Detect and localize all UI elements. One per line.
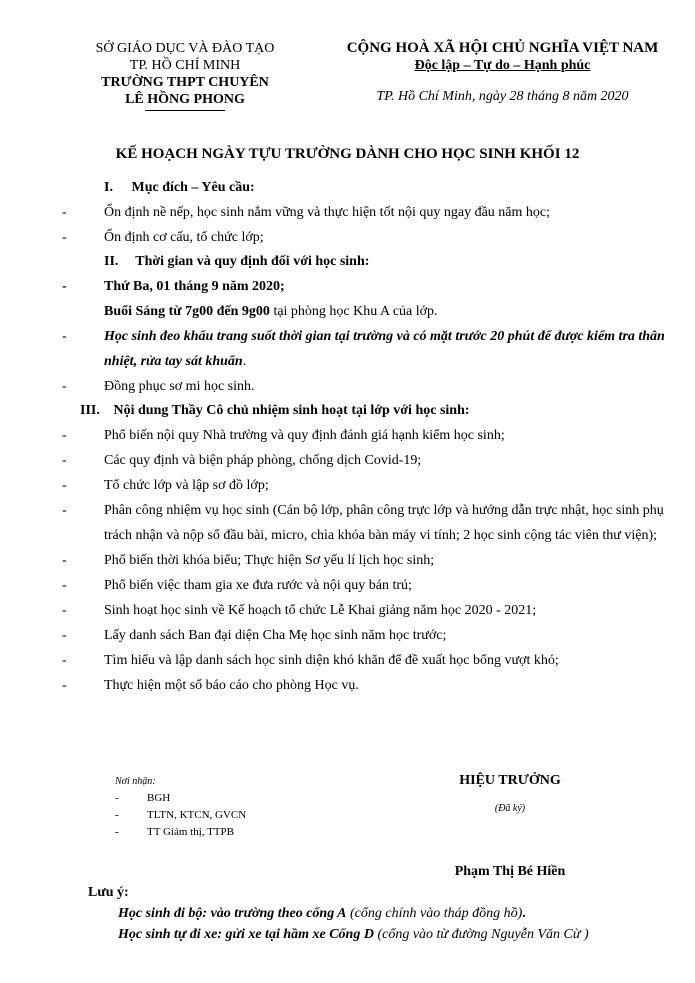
event-session: [62, 299, 672, 324]
bullet-dash: -: [115, 809, 119, 821]
list-item: [62, 673, 672, 698]
section-2-heading: [62, 250, 672, 274]
list-item: [62, 623, 672, 648]
bullet-dash: -: [62, 578, 67, 593]
list-item-text: Phân công nhiệm vụ học sinh (Cán bộ lớp, phân công trực lớp và hướng dẫn trực nhật, học sinh phụ trách nhận và nộp sổ đầu bài, micro, chìa khóa bàn máy vi tính; 2 học sinh cộng tác viên thư viện);: [104, 503, 664, 543]
list-item: [62, 648, 672, 673]
uniform-rule: [62, 374, 672, 399]
section-3-title: Nội dung Thầy Cô chủ nhiệm sinh hoạt tại lớp với học sinh:: [113, 403, 470, 418]
mask-rule-text: Học sinh đeo khẩu trang suốt thời gian tại trường và có mặt trước 20 phút để được kiểm tra thân nhiệt, rửa tay sát khuẩn: [104, 329, 665, 369]
list-item-text: Thực hiện một số báo cáo cho phòng Học vụ.: [104, 678, 359, 693]
recipient-text: TT Giám thị, TTPB: [147, 826, 234, 838]
city-name: TP. HỒ CHÍ MINH: [129, 58, 241, 73]
section-1-heading: [62, 176, 672, 200]
issuer-divider: [145, 110, 225, 111]
bullet-dash: -: [62, 230, 67, 245]
list-item: [62, 200, 672, 225]
list-item-text: Sinh hoạt học sinh về Kế hoạch tổ chức Lễ Khai giảng năm học 2020 - 2021;: [104, 603, 537, 618]
section-3-heading: [62, 399, 672, 423]
bullet-dash: -: [62, 279, 67, 294]
list-item: [62, 448, 672, 473]
national-header: [330, 40, 675, 105]
recipient-item: [115, 790, 315, 807]
signature-block: [430, 773, 590, 880]
list-item-text: Phổ biến thời khóa biểu; Thực hiện Sơ yếu lí lịch học sinh;: [104, 553, 435, 568]
section-3-number: III.: [80, 403, 100, 418]
note-block: [88, 882, 678, 945]
uniform-rule-text: Đồng phục sơ mi học sinh.: [104, 379, 255, 394]
list-item-text: Phổ biến nội quy Nhà trường và quy định đánh giá hạnh kiểm học sinh;: [104, 428, 505, 443]
list-item: [62, 423, 672, 448]
list-item: [62, 498, 672, 548]
nation-name: CỘNG HOÀ XÃ HỘI CHỦ NGHĨA VIỆT NAM: [346, 40, 659, 56]
event-date-text: Thứ Ba, 01 tháng 9 năm 2020;: [104, 279, 285, 294]
note-label: Lưu ý:: [88, 885, 129, 900]
bullet-dash: -: [62, 205, 67, 220]
section-2-number: II.: [104, 254, 119, 269]
bullet-dash: -: [62, 379, 67, 394]
session-place: tại phòng học Khu A của lớp.: [269, 304, 438, 319]
list-item-text: Ổn định cơ cấu, tổ chức lớp;: [104, 230, 264, 245]
list-item-text: Lấy danh sách Ban đại diện Cha Mẹ học sinh năm học trước;: [104, 628, 447, 643]
national-motto: Độc lập – Tự do – Hạnh phúc: [414, 58, 591, 73]
list-item: [62, 598, 672, 623]
note-walk-end: .: [522, 906, 526, 921]
list-item: [62, 473, 672, 498]
bullet-dash: -: [62, 653, 67, 668]
bullet-dash: -: [62, 428, 67, 443]
session-time: Buổi Sáng từ 7g00 đến 9g00: [104, 304, 270, 319]
bullet-dash: -: [62, 553, 67, 568]
signed-mark: (Đã ký): [494, 803, 526, 814]
bullet-dash: -: [62, 329, 67, 344]
bullet-dash: -: [115, 792, 119, 804]
list-item: [62, 573, 672, 598]
list-item: [62, 225, 672, 250]
issue-date: TP. Hồ Chí Minh, ngày 28 tháng 8 năm 2020: [376, 89, 629, 104]
list-item-text: Tổ chức lớp và lập sơ đồ lớp;: [104, 478, 269, 493]
bullet-dash: -: [62, 628, 67, 643]
document-body: [62, 176, 672, 698]
recipients-block: [115, 773, 315, 841]
note-walk-rest: (cổng chính vào tháp đồng hồ): [346, 906, 523, 921]
bullet-dash: -: [62, 478, 67, 493]
recipients-label: Nơi nhận:: [115, 776, 156, 787]
school-name-line1: TRƯỜNG THPT CHUYÊN: [101, 75, 269, 90]
section-1-number: I.: [104, 180, 113, 195]
signer-name: Phạm Thị Bé Hiền: [454, 864, 566, 879]
bullet-dash: -: [62, 603, 67, 618]
list-item-text: Phổ biến việc tham gia xe đưa rước và nội quy bán trú;: [104, 578, 412, 593]
document-title: KẾ HOẠCH NGÀY TỰU TRƯỜNG DÀNH CHO HỌC SINH KHỐI 12: [115, 146, 580, 162]
section-2-title: Thời gian và quy định đối với học sinh:: [135, 254, 370, 269]
recipient-text: BGH: [147, 792, 171, 804]
bullet-dash: -: [62, 678, 67, 693]
agency-name: SỞ GIÁO DỤC VÀ ĐÀO TẠO: [95, 41, 275, 56]
recipient-item: [115, 807, 315, 824]
bullet-dash: -: [62, 503, 67, 518]
recipient-item: [115, 824, 315, 841]
note-walk-bold: Học sinh đi bộ: vào trường theo cổng A: [118, 906, 347, 921]
recipient-text: TLTN, KTCN, GVCN: [147, 809, 247, 821]
note-line-walk: [88, 903, 678, 924]
list-item-text: Tìm hiểu và lập danh sách học sinh diện khó khăn để đề xuất học bổng vượt khó;: [104, 653, 559, 668]
mask-rule-end: .: [242, 354, 247, 369]
section-1-title: Mục đích – Yêu cầu:: [131, 180, 255, 195]
note-vehicle-rest: (cổng vào từ đường Nguyễn Văn Cừ ): [373, 927, 589, 942]
mask-rule: [62, 324, 672, 374]
bullet-dash: -: [115, 826, 119, 838]
list-item-text: Các quy định và biện pháp phòng, chống dịch Covid-19;: [104, 453, 422, 468]
section-3-list: [62, 423, 672, 698]
list-item-text: Ổn định nề nếp, học sinh nắm vững và thực hiện tốt nội quy ngay đầu năm học;: [104, 205, 550, 220]
issuer-block: [70, 40, 300, 111]
signer-role: HIỆU TRƯỞNG: [459, 773, 561, 788]
school-name-line2: LÊ HỒNG PHONG: [125, 92, 245, 107]
list-item: [62, 548, 672, 573]
note-line-vehicle: [88, 924, 678, 945]
note-vehicle-bold: Học sinh tự đi xe: gửi xe tại hầm xe Cổng D: [118, 927, 374, 942]
bullet-dash: -: [62, 453, 67, 468]
event-date: [62, 274, 672, 299]
